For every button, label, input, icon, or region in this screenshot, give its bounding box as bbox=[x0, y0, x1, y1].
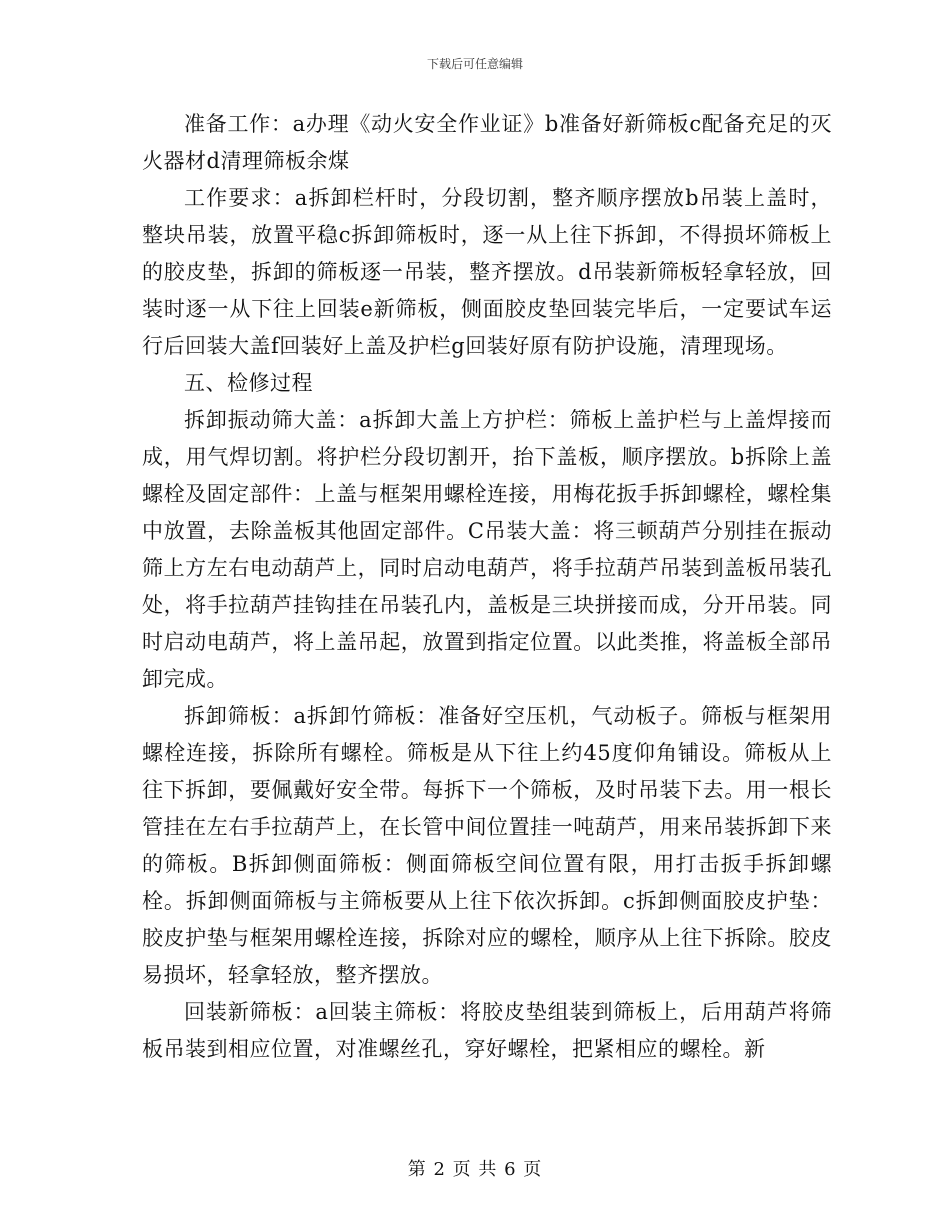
paragraph-reinstall-screen-plates: 回装新筛板：a回装主筛板：将胶皮垫组装到筛板上，后用葫芦将筛板吊装到相应位置，对准螺丝孔，穿好螺栓，把紧相应的螺栓。新 bbox=[142, 1000, 832, 1061]
page-header: 下载后可任意编辑 bbox=[426, 57, 523, 71]
section-heading-maintenance-process: 五、检修过程 bbox=[184, 371, 313, 395]
paragraph-remove-screen-plates: 拆卸筛板：a拆卸竹筛板：准备好空压机，气动板子。筛板与框架用螺栓连接，拆除所有螺栓。筛板是从下往上约45度仰角铺设。筛板从上往下拆卸，要佩戴好安全带。每拆下一个筛板，及时吊装下去。用一根长管挂在左右手拉葫芦上，在长管中间位置挂一吨葫芦，用来吊装拆卸下来的筛板。B拆卸侧面筛板：侧面筛板空间位置有限，用打击扳手拆卸螺栓。拆卸侧面筛板与主筛板要从上往下依次拆卸。c拆卸侧面胶皮护垫：胶皮护垫与框架用螺栓连接，拆除对应的螺栓，顺序从上往下拆除。胶皮易损坏，轻拿轻放，整齐摆放。 bbox=[142, 704, 832, 987]
paragraph-work-requirements: 工作要求：a拆卸栏杆时，分段切割，整齐顺序摆放b吊装上盖时，整块吊装，放置平稳c拆卸筛板时，逐一从上往下拆卸，不得损坏筛板上的胶皮垫，拆卸的筛板逐一吊装，整齐摆放。d吊装新筛板轻拿轻放，回装时逐一从下往上回装e新筛板，侧面胶皮垫回装完毕后，一定要试车运行后回装大盖f回装好上盖及护栏g回装好原有防护设施，清理现场。 bbox=[142, 186, 832, 358]
paragraph-remove-cover: 拆卸振动筛大盖：a拆卸大盖上方护栏：筛板上盖护栏与上盖焊接而成，用气焊切割。将护栏分段切割开，抬下盖板，顺序摆放。b拆除上盖螺栓及固定部件：上盖与框架用螺栓连接，用梅花扳手拆卸螺栓，螺栓集中放置，去除盖板其他固定部件。C吊装大盖：将三顿葫芦分别挂在振动筛上方左右电动葫芦上，同时启动电葫芦，将手拉葫芦吊装到盖板吊装孔处，将手拉葫芦挂钩挂在吊装孔内，盖板是三块拼接而成，分开吊装。同时启动电葫芦，将上盖吊起，放置到指定位置。以此类推，将盖板全部吊卸完成。 bbox=[142, 408, 832, 691]
document-body bbox=[142, 106, 832, 1068]
paragraph-preparation: 准备工作：a办理《动火安全作业证》b准备好新筛板c配备充足的灭火器材d清理筛板余煤 bbox=[142, 112, 832, 173]
page-footer: 第 2 页 共 6 页 bbox=[407, 1159, 543, 1180]
